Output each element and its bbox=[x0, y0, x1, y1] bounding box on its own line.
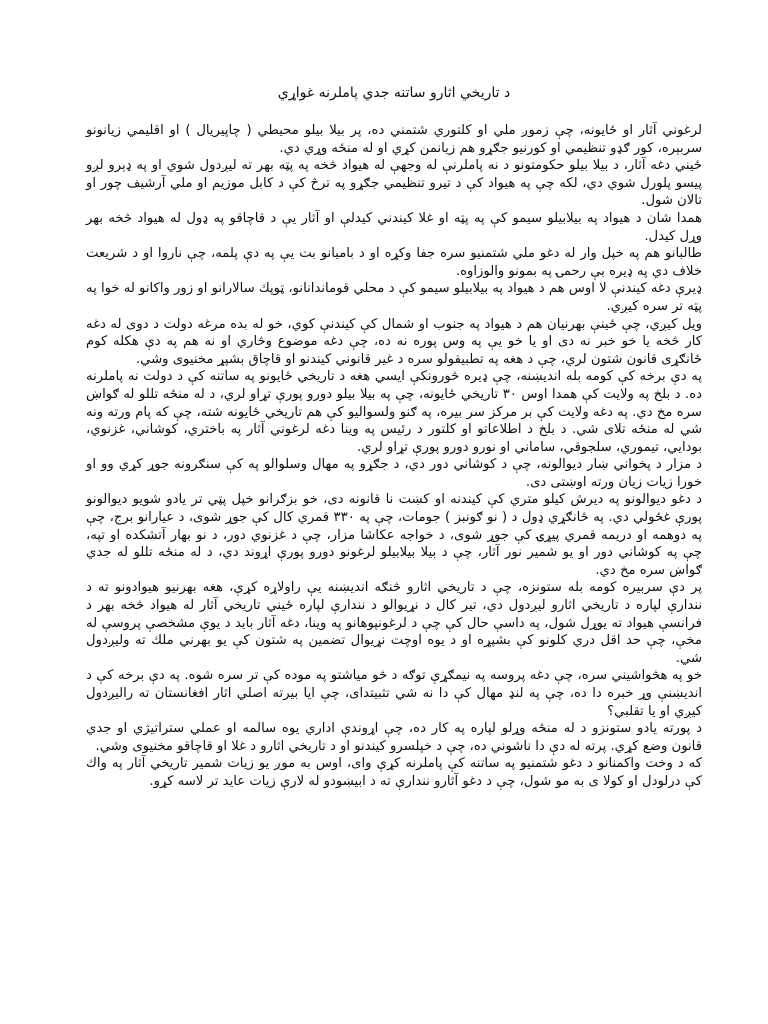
document-title: د تاريخي اثارو ساتنه جدي پاملرنه غواړي bbox=[277, 85, 511, 101]
paragraph: پر دې سربيره كومه بله ستونزه، چې د تاريخي اثارو څنګه انديښنه يې راولاړه كړې، هغه بهرنيو هيوادونو ته د نندارې لپاره د تاريخي اثارو ليږدول دي، تير كال د نړيوالو د نندارې لپاره ځيني تاريخي آثار له هيواد څخه بهر د فرانسې هيواد ته يوړل شول، په داسې حال كې چې د لرغونپوهانو په وينا، دغه آثار بايد د يوې مشخصې پروسې له مخې، چې حد اقل دري كلونو كې بشپړه او د يوه اوچت نړيوال تضمين په شتون كې يو بهرني ملك ته وليږدول شي. bbox=[86, 580, 702, 666]
paragraph: د پورته يادو ستونزو د له منځه وړلو لپاره په كار ده، چې اړوندې اداري يوه سالمه او عملي ستراتيژي او جدي قانون وضع كړي. پرته له دې دا ناشوني ده، چې د خپلسرو كيندنو او د تاريخي اثارو د غلا او قاچاقو مخنيوى وشي. bbox=[86, 721, 702, 754]
paragraph: په دې برخه كې كومه بله انديښنه، چې ډيره څورونكې ايسي هغه د تاريخي ځايونو په ساتنه كې د دولت نه پاملرنه ده. د بلخ په ولايت كې همدا اوس ۳۰ تاريخي ځايونه، چې په بيلا بيلو دورو پورې تړاو لري، د له منځه تللو له ګواښ سره مخ دي. په دغه ولايت كې بر مركز سر بيره، په ګنو ولسواليو كې هم تاريخي ځايونه شته، چې كه پام ورته ونه شي له منځه تلاى شي. د بلخ د اطلاعاتو او كلتور د رئيس په وينا دغه لرغوني آثار په باختري، كوشاني، غزنوي، بودايي، تيموري، سلجوقي، ساماني او نورو دورو پورې تړاو لري. bbox=[86, 369, 702, 455]
paragraph: لرغوني آثار او ځايونه، چې زموږ ملي او كلتوري شتمني ده، پر بيلا بيلو محيطي ( چاپيريال ) او اقليمي زيانونو سربېره، كور ګډو تنظيمي او كورنيو جګړو هم زيانمن كړي او له منځه وړي دي. bbox=[86, 123, 702, 156]
paragraph: ډيرې دغه كيندنې لا اوس هم د هيواد په بيلابيلو سيمو كې د محلي قوماندانانو، ټوپك سالارانو او زور واكانو له خوا په پټه تر سره كيږي. bbox=[86, 281, 702, 314]
paragraph: ځيني دغه آثار، د بيلا بيلو حكومتونو د نه پاملرنې له وجهې له هيواد څخه په پټه بهر ته ليږدول شوي او په ډېرو لږو پيسو پلورل شوي دي، لكه چې په هيواد كې د تيرو تنظيمي جګړو په ترڅ كې د كابل موزيم او ملي آرشيف چور او تالان شول. bbox=[86, 158, 702, 209]
paragraph: خو په هڅواشيني سره، چې دغه پروسه په نيمګړې توګه د څو مياشتو په موده كې تر سره شوه. په دې برخه كې د انديښنې وړ خبره دا ده، چې په لنډ مهال كې دا نه شي تثبيتداى، چې ايا بيرته اصلي اثار افغانستان ته راليږدول كيږي او يا تقلبي؟ bbox=[86, 668, 702, 719]
document-body bbox=[86, 122, 702, 791]
paragraph: ويل كيږي، چې ځينې بهرنيان هم د هيواد په جنوب او شمال كې كيندنې كوي، خو له بده مرغه دولت د دوى له دغه كار څخه يا خو خبر نه دى او يا خو يې په وس پوره نه ده، چې دغه موضوع وڅاري او نه هم په دې هكله كوم ځانګړى قانون شتون لري، چې د هغه په تطبيقولو سره د غير قانوني كيندنو او قاچاق بشپړ مخنيوى وشي. bbox=[86, 316, 702, 367]
document-page bbox=[86, 84, 702, 791]
paragraph: همدا شان د هيواد په بيلابيلو سيمو كې په پټه او غلا كيندني كيدلې او آثار يې د قاچاقو په ډول له هيواد څخه بهر وړل كيدل. bbox=[86, 210, 702, 244]
paragraph: د دغو ديوالونو په ديرش كيلو متري كې كيندنه او كښت نا قانونه دى، خو بزګرانو خپل پټي تر يادو شويو ديوالونو پورې غځولي دي. په ځانګړي ډول د ( نو ګونبز ) جومات، چې په ۳۳۰ قمري كال كې جوړ شوى، د عيارانو برج، چې په دوهمه او دريمه قمري پيړۍ كې جوړ شوى، د خواجه عكاشا مزار، چې د غزنوي دور، د نو بهار آتشكده او تپه، چې په كوشاني دور او يو شمير نور آثار، چې د بيلا بيلابيلو لرغونو دورو پورې اړوند دي، د له منځه تللو له جدي ګواښ سره مخ دي. bbox=[86, 492, 702, 578]
paragraph: طالبانو هم په خپل وار له دغو ملي شتمنيو سره جفا وكړه او د باميانو بت يې په دې پلمه، چې ناروا او د شريعت خلاف دي په ډيره بې رحمۍ په بمونو والوزاوه. bbox=[86, 246, 702, 279]
paragraph: د مزار د پخواني ښار ديوالونه، چې د كوشاني دور دي، د جګړو په مهال وسلوالو په كې سنګرونه جوړ كړي وو او خورا زيات زيان ورته اوښتى دى. bbox=[86, 457, 702, 490]
paragraph: كه د وخت واكمنانو د دغو شتمنيو په ساتنه كې پاملرنه كړې واى، اوس به موږ يو زيات شمير تاريخي آثار په واك كې درلودل او كولا ی به مو شول، چې د دغو آثارو نندارې ته د ابيښودو له لارې زيات عايد تر لاسه كړو. bbox=[86, 756, 702, 789]
